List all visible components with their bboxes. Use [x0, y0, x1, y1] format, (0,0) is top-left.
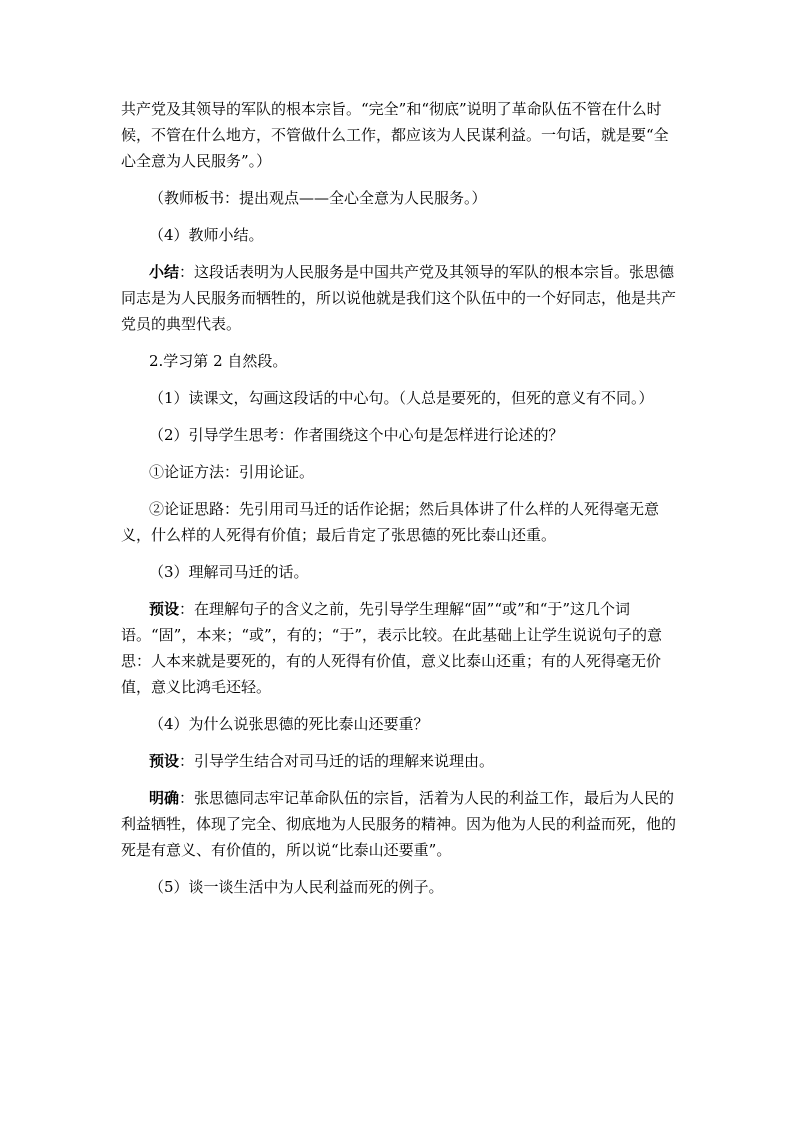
paragraph-text: ：在理解句子的含义之前，先引导学生理解“固”“或”和“于”这几个词语。“固”，本来；“或”，有的；“于”，表示比较。在此基础上让学生说说句子的意思：人本来就是要死的，有的人死得有价值，意义比泰山还重；有的人死得毫无价值，意义比鸿毛还轻。	[121, 600, 663, 696]
document-body	[121, 96, 681, 900]
paragraph-text: 共产党及其领导的军队的根本宗旨。“完全”和“彻底”说明了革命队伍不管在什么时候，不管在什么地方，不管做什么工作，都应该为人民谋利益。一句话，就是要“全心全意为人民服务”。）	[121, 100, 669, 170]
paragraph-continuation	[121, 96, 681, 174]
paragraph-argument-approach	[121, 496, 681, 548]
paragraph-text: （4）教师小结。	[149, 226, 264, 244]
paragraph-text: ：引导学生结合对司马迁的话的理解来说理由。	[179, 752, 495, 770]
paragraph-preset-2	[121, 748, 681, 774]
paragraph-step-2	[121, 422, 681, 448]
paragraph-text: （4）为什么说张思德的死比泰山还要重？	[149, 715, 429, 733]
paragraph-text: ②论证思路：先引用司马迁的话作论据；然后具体讲了什么样的人死得毫无意义，什么样的人死得有价值；最后肯定了张思德的死比泰山还重。	[121, 500, 660, 544]
paragraph-step-4	[121, 711, 681, 737]
paragraph-step-5	[121, 874, 681, 900]
paragraph-text: （教师板书：提出观点——全心全意为人民服务。）	[149, 189, 487, 207]
paragraph-argument-method	[121, 459, 681, 485]
paragraph-label: 小结	[149, 263, 180, 281]
paragraph-label: 预设	[149, 752, 180, 770]
paragraph-step-4-summary	[121, 222, 681, 248]
paragraph-step-3	[121, 559, 681, 585]
paragraph-text: （1）读课文，勾画这段话的中心句。（人总是要死的，但死的意义有不同。）	[149, 389, 654, 407]
paragraph-label: 明确	[149, 789, 180, 807]
paragraph-clarification	[121, 785, 681, 863]
paragraph-text: ①论证方法：引用论证。	[149, 463, 315, 481]
paragraph-text: 2.学习第 2 自然段。	[149, 352, 288, 370]
paragraph-text: ：这段话表明为人民服务是中国共产党及其领导的军队的根本宗旨。张思德同志是为人民服务而牺牲的，所以说他就是我们这个队伍中的一个好同志，他是共产党员的典型代表。	[121, 263, 677, 333]
paragraph-section-2-heading	[121, 348, 681, 374]
paragraph-step-1	[121, 385, 681, 411]
paragraph-summary	[121, 259, 681, 337]
paragraph-preset-1	[121, 596, 681, 700]
paragraph-text: （3）理解司马迁的话。	[149, 563, 309, 581]
paragraph-text: （5）谈一谈生活中为人民利益而死的例子。	[149, 878, 444, 896]
paragraph-blackboard-note	[121, 185, 681, 211]
paragraph-label: 预设	[149, 600, 180, 618]
paragraph-text: ：张思德同志牢记革命队伍的宗旨，活着为人民的利益工作，最后为人民的利益牺牲，体现了完全、彻底地为人民服务的精神。因为他为人民的利益而死，他的死是有意义、有价值的，所以说“比泰山还要重”。	[121, 789, 677, 859]
paragraph-text: （2）引导学生思考：作者围绕这个中心句是怎样进行论述的？	[149, 426, 564, 444]
